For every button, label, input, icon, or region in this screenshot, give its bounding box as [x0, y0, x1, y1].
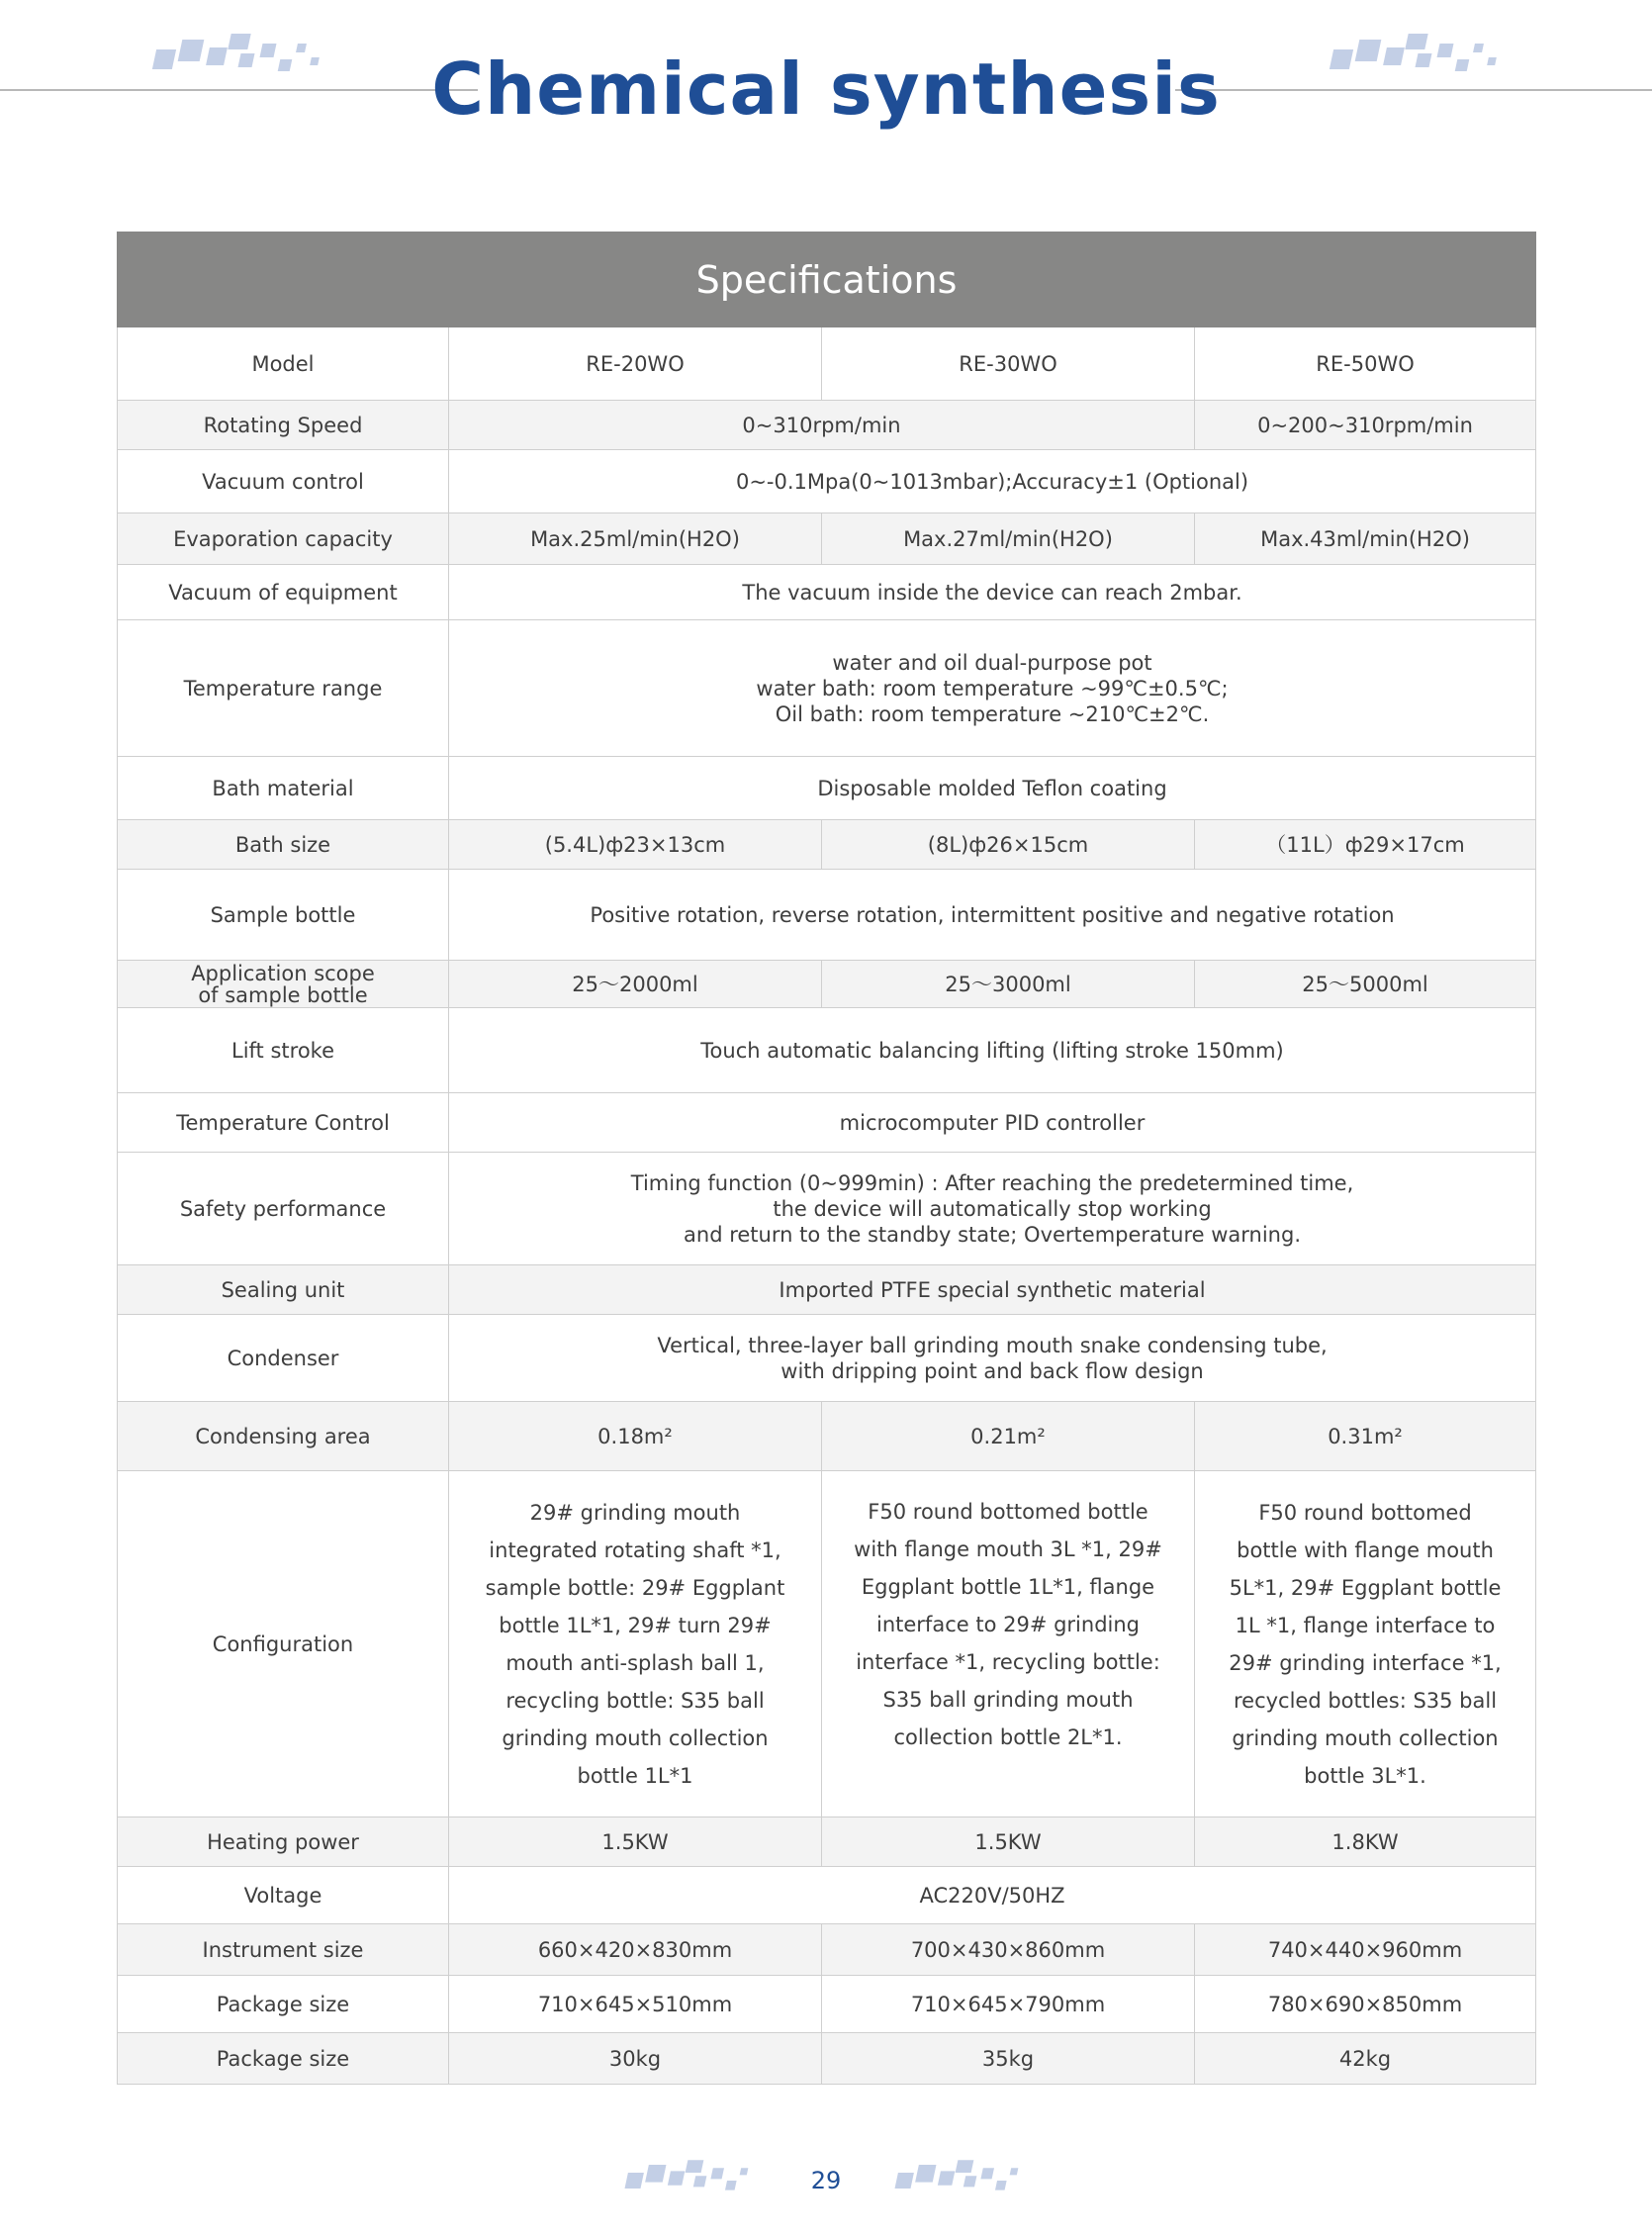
table-row-lift-stroke — [118, 1008, 1536, 1093]
row-label: Bath size — [118, 820, 449, 870]
value-cell: 0.21m² — [822, 1402, 1195, 1471]
row-label: Heating power — [118, 1817, 449, 1867]
decorative-squares-icon — [1328, 30, 1515, 89]
row-label-text: Application scope of sample bottle — [191, 961, 375, 1007]
value-cell: 0~310rpm/min — [449, 401, 1195, 450]
value-text: Timing function (0~999min) : After reaching the predetermined time, the device will automatically stop working and return to the standby state; Overtemperature warning. — [630, 1170, 1354, 1247]
value-cell: Max.43ml/min(H2O) — [1195, 513, 1536, 565]
model-cell: RE-20WO — [449, 327, 822, 401]
value-cell: (8L)ф26×15cm — [822, 820, 1195, 870]
page-number: 29 — [810, 2167, 842, 2194]
value-cell: 700×430×860mm — [822, 1924, 1195, 1976]
table-row-package-weight — [118, 2033, 1536, 2085]
config-cell: F50 round bottomed bottle with flange mouth 3L *1, 29# Eggplant bottle 1L*1, flange interface to 29# grinding interface *1, recycling bottle: S35 ball grinding mouth collection bottle 2L*1. — [822, 1471, 1195, 1817]
table-heading: Specifications — [118, 233, 1536, 327]
value-cell: 30kg — [449, 2033, 822, 2085]
table-row-evaporation — [118, 513, 1536, 565]
table-row-vacuum-equipment — [118, 565, 1536, 620]
table-row-application-scope — [118, 961, 1536, 1008]
row-label — [118, 961, 449, 1008]
value-cell: 710×645×510mm — [449, 1976, 822, 2033]
value-text: water and oil dual-purpose pot water bath: room temperature ~99℃±0.5℃; Oil bath: room temperature ~210℃±2℃. — [756, 650, 1229, 726]
table-row-bath-size — [118, 820, 1536, 870]
table-row-vacuum-control — [118, 450, 1536, 513]
value-cell: 35kg — [822, 2033, 1195, 2085]
table-row-instrument-size — [118, 1924, 1536, 1976]
row-label: Sample bottle — [118, 870, 449, 961]
value-cell: The vacuum inside the device can reach 2mbar. — [449, 565, 1536, 620]
table-row-rotating-speed — [118, 401, 1536, 450]
config-cell: F50 round bottomed bottle with flange mouth 5L*1, 29# Eggplant bottle 1L *1, flange interface to 29# grinding interface *1, recycled bottles: S35 ball grinding mouth collection bottle 3L*1. — [1195, 1471, 1536, 1817]
model-cell: RE-50WO — [1195, 327, 1536, 401]
row-label: Vacuum control — [118, 450, 449, 513]
value-cell: microcomputer PID controller — [449, 1093, 1536, 1153]
row-label: Configuration — [118, 1471, 449, 1817]
value-cell: 0~200~310rpm/min — [1195, 401, 1536, 450]
value-cell: 0.31m² — [1195, 1402, 1536, 1471]
value-cell: (5.4L)ф23×13cm — [449, 820, 822, 870]
row-label: Model — [118, 327, 449, 401]
table-row-package-size — [118, 1976, 1536, 2033]
specifications-table — [117, 232, 1536, 2085]
row-label: Evaporation capacity — [118, 513, 449, 565]
table-row-temperature-control — [118, 1093, 1536, 1153]
value-cell: Max.25ml/min(H2O) — [449, 513, 822, 565]
row-label: Vacuum of equipment — [118, 565, 449, 620]
table-row-heating-power — [118, 1817, 1536, 1867]
table-row-condensing-area — [118, 1402, 1536, 1471]
table-row-configuration — [118, 1471, 1536, 1817]
value-cell: 710×645×790mm — [822, 1976, 1195, 2033]
value-cell: Touch automatic balancing lifting (lifting stroke 150mm) — [449, 1008, 1536, 1093]
table-row-condenser — [118, 1315, 1536, 1402]
table-row-bath-material — [118, 757, 1536, 820]
value-cell: 0.18m² — [449, 1402, 822, 1471]
table-row-temperature-range — [118, 620, 1536, 757]
row-label: Instrument size — [118, 1924, 449, 1976]
row-label: Voltage — [118, 1867, 449, 1924]
table-row-sample-bottle — [118, 870, 1536, 961]
value-cell: Disposable molded Teflon coating — [449, 757, 1536, 820]
value-cell: Max.27ml/min(H2O) — [822, 513, 1195, 565]
value-cell: 0~-0.1Mpa(0~1013mbar);Accuracy±1 (Optional) — [449, 450, 1536, 513]
row-label: Sealing unit — [118, 1265, 449, 1315]
value-cell: 660×420×830mm — [449, 1924, 822, 1976]
value-cell: 25～2000ml — [449, 961, 822, 1008]
table-row-safety — [118, 1153, 1536, 1265]
decorative-squares-icon — [623, 2157, 774, 2204]
table-row-voltage — [118, 1867, 1536, 1924]
row-label: Package size — [118, 1976, 449, 2033]
value-cell: 25～3000ml — [822, 961, 1195, 1008]
row-label: Bath material — [118, 757, 449, 820]
value-cell: 1.8KW — [1195, 1817, 1536, 1867]
row-label: Lift stroke — [118, 1008, 449, 1093]
row-label: Temperature Control — [118, 1093, 449, 1153]
value-cell: 42kg — [1195, 2033, 1536, 2085]
value-cell — [449, 1315, 1536, 1402]
value-cell: 1.5KW — [449, 1817, 822, 1867]
decorative-squares-icon — [893, 2157, 1044, 2204]
value-cell: 780×690×850mm — [1195, 1976, 1536, 2033]
row-label: Temperature range — [118, 620, 449, 757]
row-label: Rotating Speed — [118, 401, 449, 450]
row-label: Condensing area — [118, 1402, 449, 1471]
value-cell: 1.5KW — [822, 1817, 1195, 1867]
value-cell — [449, 1153, 1536, 1265]
row-label: Package size — [118, 2033, 449, 2085]
page-title: Chemical synthesis — [431, 47, 1221, 131]
value-cell: 25～5000ml — [1195, 961, 1536, 1008]
value-cell — [449, 620, 1536, 757]
row-label: Safety performance — [118, 1153, 449, 1265]
value-cell: 740×440×960mm — [1195, 1924, 1536, 1976]
config-cell: 29# grinding mouth integrated rotating shaft *1, sample bottle: 29# Eggplant bottle 1L*1, 29# turn 29# mouth anti-splash ball 1, recycling bottle: S35 ball grinding mouth collection bottle 1L*1 — [449, 1471, 822, 1817]
value-cell: （11L）ф29×17cm — [1195, 820, 1536, 870]
value-text: Vertical, three-layer ball grinding mouth snake condensing tube, with dripping point and back flow design — [657, 1333, 1328, 1383]
table-row-model — [118, 327, 1536, 401]
row-label: Condenser — [118, 1315, 449, 1402]
value-cell: Positive rotation, reverse rotation, intermittent positive and negative rotation — [449, 870, 1536, 961]
decorative-squares-icon — [150, 30, 338, 89]
table-row-sealing — [118, 1265, 1536, 1315]
model-cell: RE-30WO — [822, 327, 1195, 401]
table-header-row — [118, 233, 1536, 327]
value-cell: Imported PTFE special synthetic material — [449, 1265, 1536, 1315]
value-cell: AC220V/50HZ — [449, 1867, 1536, 1924]
